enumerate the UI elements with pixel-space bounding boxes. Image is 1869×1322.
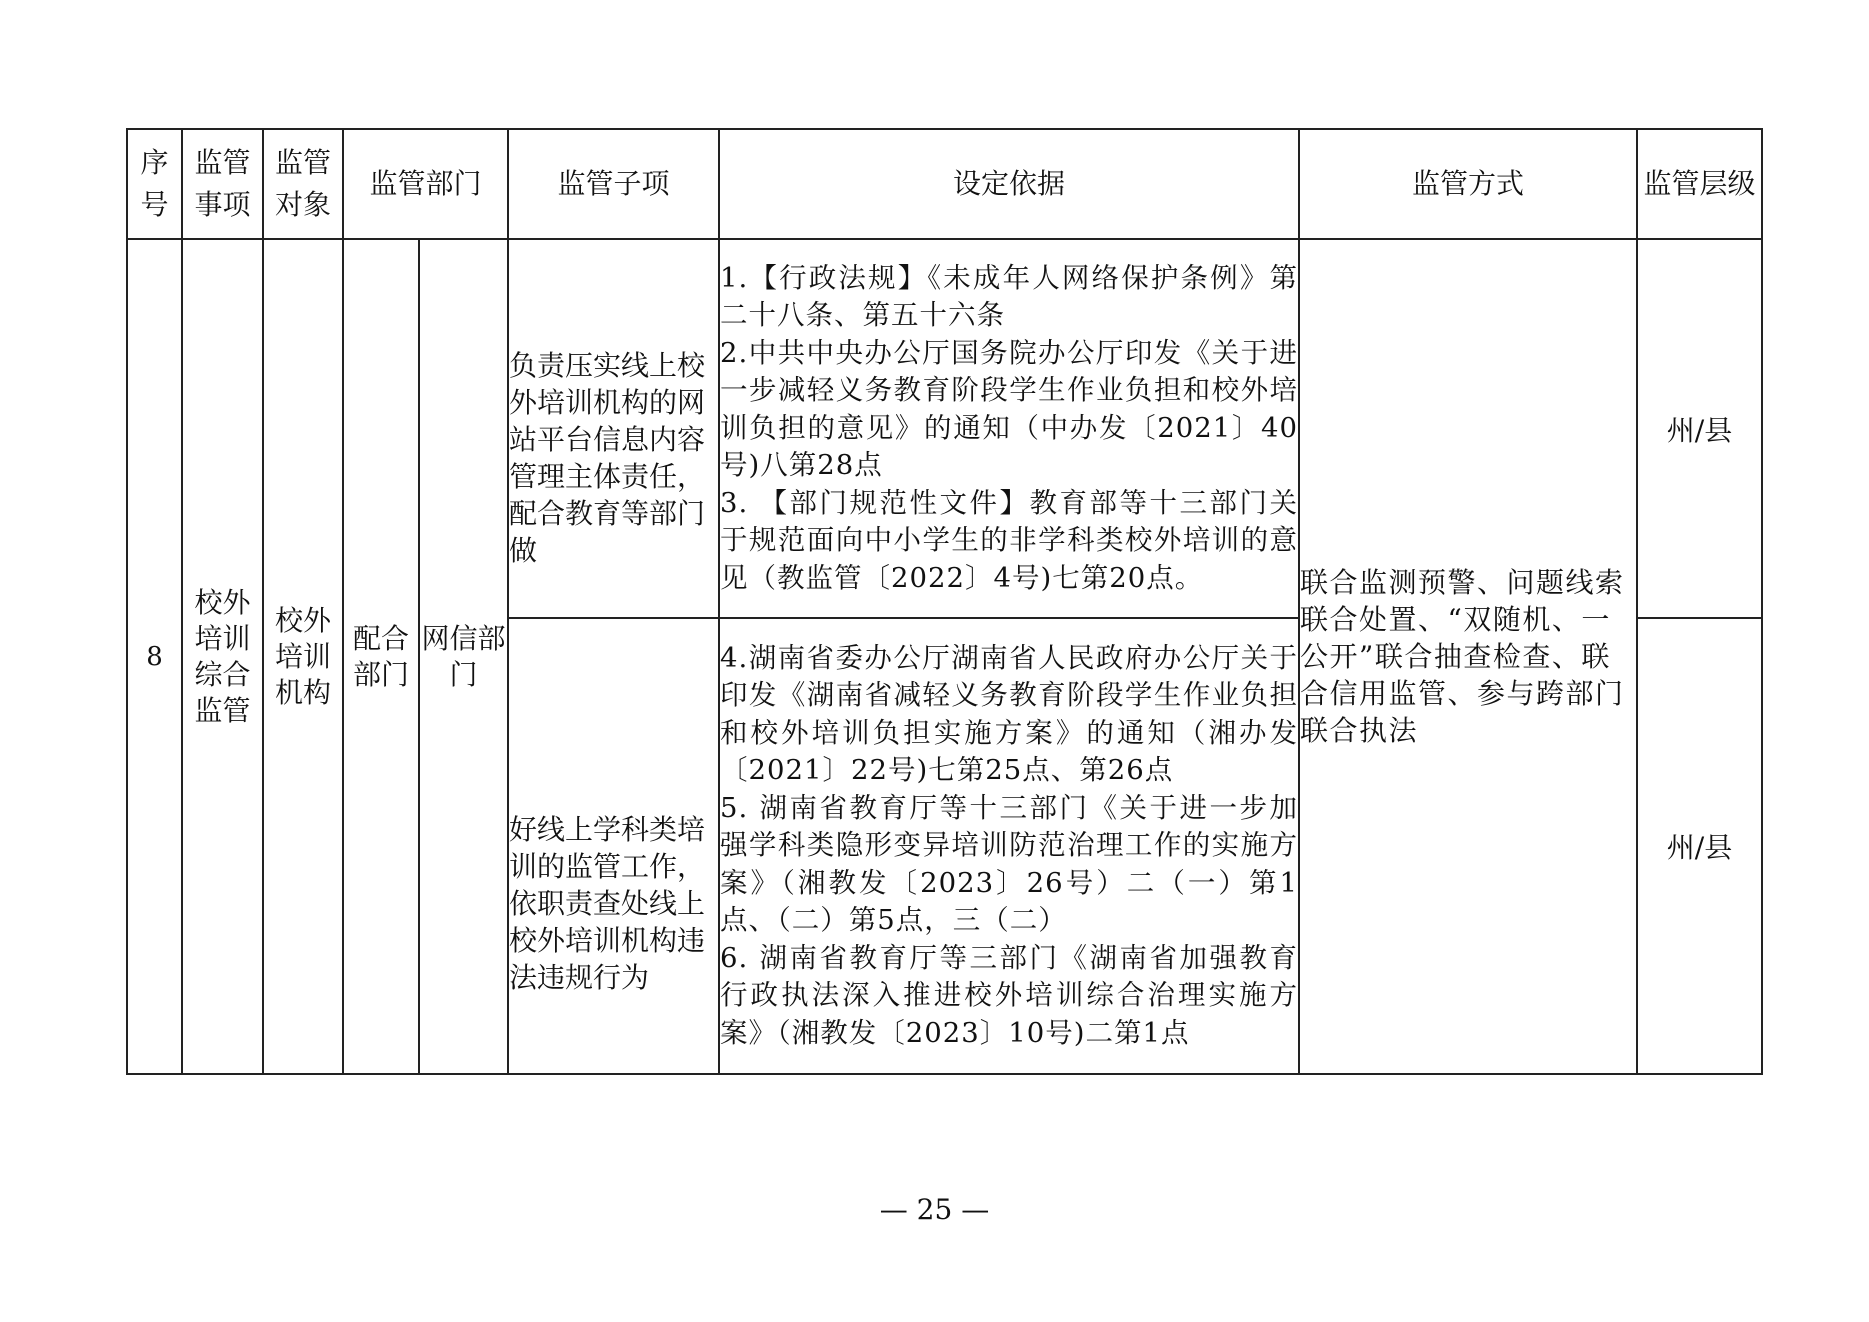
row-subitem-bottom: 好线上学科类培训的监管工作，依职责查处线上校外培训机构违法违规行为 — [508, 618, 719, 1074]
row-level-bottom: 州/县 — [1637, 618, 1762, 1074]
header-basis: 设定依据 — [719, 129, 1299, 239]
basis-item: 2.中共中央办公厅国务院办公厅印发《关于进一步减轻义务教育阶段学生作业负担和校外培训负担的意见》的通知（中办发〔2021〕40号)八第28点 — [720, 336, 1299, 482]
row-seq: 8 — [127, 239, 182, 1074]
row-method: 联合监测预警、问题线索联合处置、“双随机、一公开”联合抽查检查、联合信用监管、参与跨部门联合执法 — [1299, 239, 1637, 1074]
basis-item: 1.【行政法规】《未成年人网络保护条例》第二十八条、第五十六条 — [720, 261, 1299, 332]
row-level-top: 州/县 — [1637, 239, 1762, 618]
header-level: 监管层级 — [1637, 129, 1762, 239]
page-number: — 25 — — [879, 1193, 990, 1226]
table-row — [127, 239, 1762, 618]
header-method: 监管方式 — [1299, 129, 1637, 239]
row-item: 校外培训综合监管 — [182, 239, 263, 1074]
row-dept-name: 网信部门 — [419, 239, 508, 1074]
row-basis-top — [719, 239, 1299, 618]
header-object: 监管对象 — [263, 129, 343, 239]
basis-item: 4.湖南省委办公厅湖南省人民政府办公厅关于印发《湖南省减轻义务教育阶段学生作业负担和校外培训负担实施方案》的通知（湘办发〔2021〕22号)七第25点、第26点 — [720, 641, 1299, 787]
row-subitem-top: 负责压实线上校外培训机构的网站平台信息内容管理主体责任，配合教育等部门做 — [508, 239, 719, 618]
basis-item: 3. 【部门规范性文件】教育部等十三部门关于规范面向中小学生的非学科类校外培训的意见（教监管〔2022〕4号)七第20点。 — [720, 486, 1299, 594]
row-object: 校外培训机构 — [263, 239, 343, 1074]
basis-item: 6. 湖南省教育厅等三部门《湖南省加强教育行政执法深入推进校外培训综合治理实施方案》（湘教发〔2023〕10号)二第1点 — [720, 941, 1299, 1049]
row-dept-role: 配合部门 — [343, 239, 419, 1074]
header-seq: 序号 — [127, 129, 182, 239]
header-item: 监管事项 — [182, 129, 263, 239]
row-basis-bottom — [719, 618, 1299, 1074]
basis-item: 5. 湖南省教育厅等十三部门《关于进一步加强学科类隐形变异培训防范治理工作的实施方案》（湘教发〔2023〕26号）二（一）第1点、（二）第5点，三（二） — [720, 791, 1299, 937]
supervision-table — [126, 128, 1763, 1075]
header-subitem: 监管子项 — [508, 129, 719, 239]
header-row — [127, 129, 1762, 239]
header-dept: 监管部门 — [343, 129, 508, 239]
